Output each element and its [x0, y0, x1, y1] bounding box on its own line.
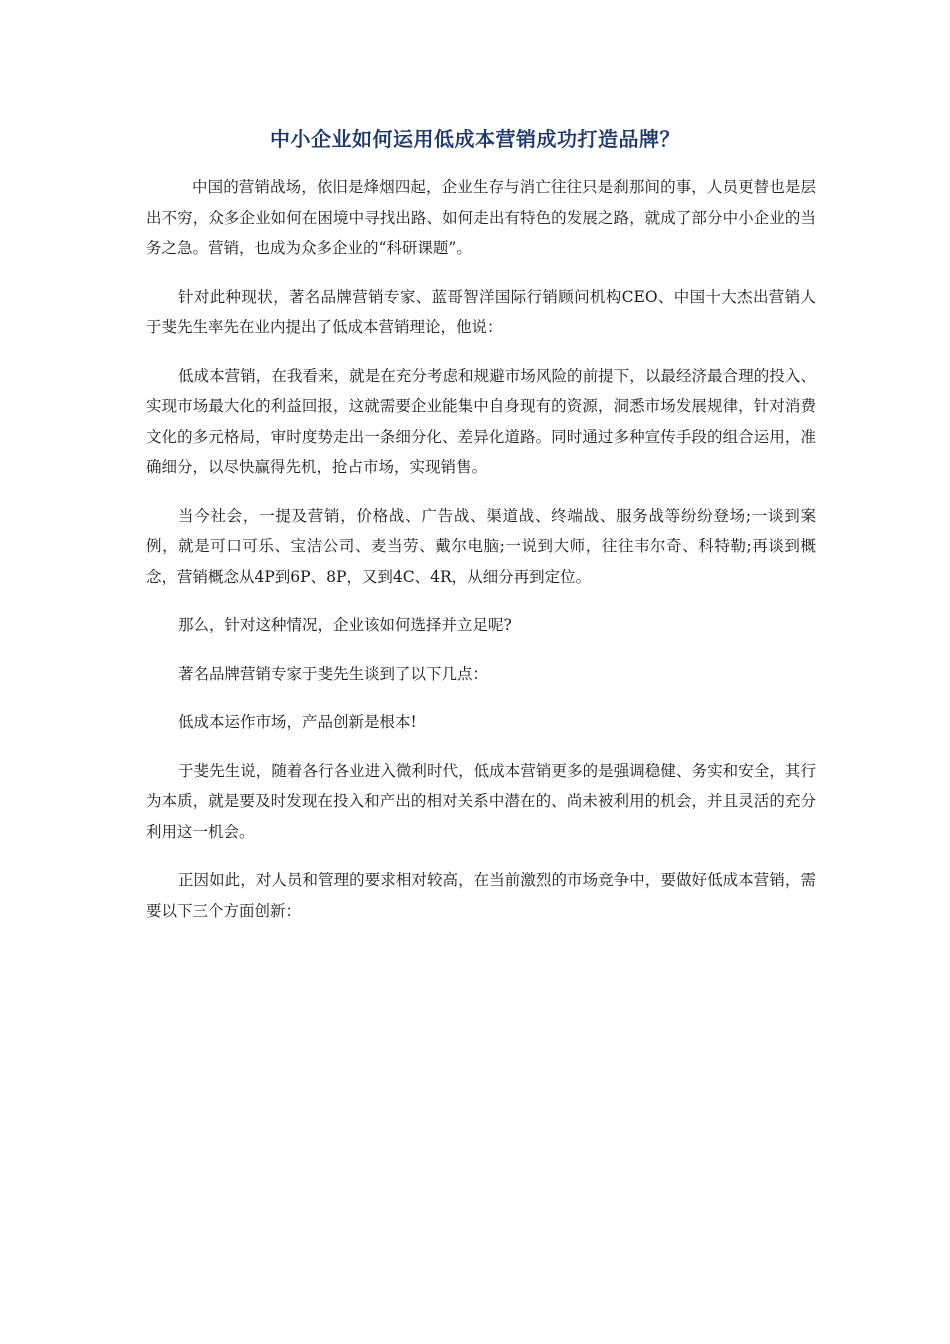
paragraph: 于斐先生说，随着各行各业进入微利时代，低成本营销更多的是强调稳健、务实和安全，其行为本质，就是要及时发现在投入和产出的相对关系中潜在的、尚未被利用的机会，并且灵活的充分利用这一机会。: [146, 761, 816, 841]
paragraph: 低成本营销，在我看来，就是在充分考虑和规避市场风险的前提下，以最经济最合理的投入、实现市场最大化的利益回报，这就需要企业能集中自身现有的资源，洞悉市场发展规律，针对消费文化的多元格局，审时度势走出一条细分化、差异化道路。同时通过多种宣传手段的组合运用，准确细分，以尽快赢得先机，抢占市场，实现销售。: [146, 366, 816, 476]
paragraph: 中国的营销战场，依旧是烽烟四起，企业生存与消亡往往只是刹那间的事，人员更替也是层出不穷，众多企业如何在困境中寻找出路、如何走出有特色的发展之路，就成了部分中小企业的当务之急。营销，也成为众多企业的“科研课题”。: [146, 178, 816, 257]
paragraph: 针对此种现状，著名品牌营销专家、蓝哥智洋国际行销顾问机构CEO、中国十大杰出营销人于斐先生率先在业内提出了低成本营销理论，他说：: [146, 287, 816, 336]
paragraph: 正因如此，对人员和管理的要求相对较高，在当前激烈的市场竞争中，要做好低成本营销，需要以下三个方面创新：: [146, 871, 816, 920]
paragraph: 那么，针对这种情况，企业该如何选择并立足呢?: [178, 616, 512, 634]
paragraph: 著名品牌营销专家于斐先生谈到了以下几点：: [178, 664, 489, 683]
document-body: [146, 172, 816, 944]
paragraph: 低成本运作市场，产品创新是根本!: [178, 713, 417, 731]
document-title: 中小企业如何运用低成本营销成功打造品牌？: [270, 127, 680, 151]
paragraph: 当今社会，一提及营销，价格战、广告战、渠道战、终端战、服务战等纷纷登场;一谈到案例，就是可口可乐、宝洁公司、麦当劳、戴尔电脑;一说到大师，往往韦尔奇、科特勒;再谈到概念，营销概念从4P到6P、8P，又到4C、4R，从细分再到定位。: [146, 506, 816, 586]
